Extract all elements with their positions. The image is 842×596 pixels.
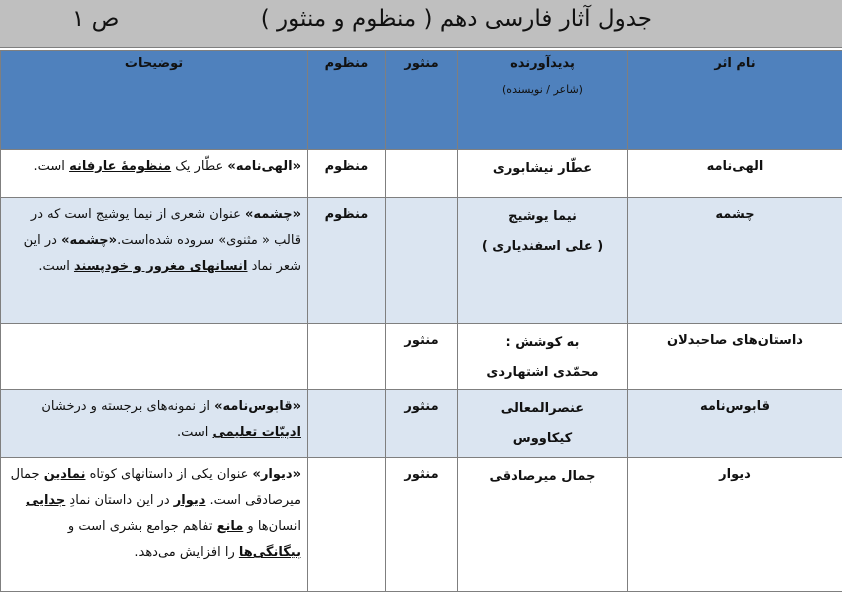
note-text: در این داستان نمادِ	[65, 493, 174, 508]
highlighted-term: منظومهٔ عارفانه	[69, 159, 172, 174]
note-text: جمال میرصادقی است.	[10, 467, 301, 508]
highlighted-term: بیگانگی‌ها	[238, 545, 301, 560]
highlighted-term: انسانهای مغرور و خودپسند	[73, 259, 248, 274]
cell-verse	[308, 324, 386, 390]
note-text: است.	[38, 259, 74, 274]
header-author-sub: (شاعر / نویسنده)	[502, 83, 583, 96]
header-prose: منثور	[386, 51, 458, 150]
note-text: از نمونه‌های برجسته و درخشان	[41, 399, 215, 414]
cell-prose	[386, 198, 458, 324]
header-row	[1, 51, 842, 150]
cell-notes	[1, 390, 308, 458]
cell-verse	[308, 458, 386, 592]
cell-work-name: چشمه	[628, 198, 842, 324]
note-text: انسان‌ها و	[243, 519, 301, 534]
note-text: است.	[176, 425, 213, 440]
cell-prose: منثور	[386, 458, 458, 592]
work-title-ref: «دیوار»	[252, 467, 301, 482]
author-line: نیما یوشیج	[508, 209, 577, 224]
highlighted-term: مانع	[216, 519, 244, 534]
highlighted-term: جدایی	[25, 493, 66, 508]
table-row	[1, 390, 842, 458]
cell-notes	[1, 150, 308, 198]
table-row	[1, 198, 842, 324]
page-number: ص ۱	[72, 6, 120, 32]
cell-author	[458, 324, 628, 390]
header-author-label: پدیدآورنده	[510, 56, 575, 71]
cell-notes	[1, 458, 308, 592]
works-table	[0, 50, 842, 592]
highlighted-term: نمادین	[43, 467, 86, 482]
cell-work-name: قابوس‌نامه	[628, 390, 842, 458]
author-line: به کوشش :	[505, 335, 580, 350]
table-row	[1, 324, 842, 390]
cell-prose: منثور	[386, 324, 458, 390]
author-line: کیکاووس	[512, 431, 573, 446]
header-name: نام اثر	[628, 51, 842, 150]
highlighted-term: ادبیّات تعلیمی	[212, 425, 301, 440]
note-text: تفاهم جوامع بشری است و	[67, 519, 217, 534]
title-bar	[0, 0, 842, 48]
cell-verse	[308, 390, 386, 458]
cell-work-name: داستان‌های صاحبدلان	[628, 324, 842, 390]
page-title: جدول آثار فارسی دهم ( منظوم و منثور )	[260, 6, 652, 32]
work-title-ref: «چشمه»	[61, 233, 118, 248]
author-line: جمال میرصادقی	[489, 469, 596, 484]
cell-work-name: دیوار	[628, 458, 842, 592]
work-title-ref: «چشمه»	[245, 207, 301, 222]
header-verse: منظوم	[308, 51, 386, 150]
note-text: در این شعر نماد	[23, 233, 301, 274]
author-line: ( علی اسفندیاری )	[481, 239, 604, 254]
author-line: عطّار نیشابوری	[492, 161, 593, 176]
cell-prose	[386, 150, 458, 198]
cell-author	[458, 198, 628, 324]
cell-notes	[1, 198, 308, 324]
work-title-ref: «قابوس‌نامه»	[214, 399, 301, 414]
table-row	[1, 458, 842, 592]
cell-verse: منظوم	[308, 150, 386, 198]
author-line: محمّدی اشتهاردی	[486, 365, 599, 380]
note-text: عنوان شعری از نیما یوشیج است که در قالب « مثنوی» سروده شده‌است.	[30, 207, 301, 248]
cell-author	[458, 390, 628, 458]
header-notes: توضیحات	[1, 51, 308, 150]
cell-verse: منظوم	[308, 198, 386, 324]
note-text: است.	[33, 159, 70, 174]
header-author	[458, 51, 628, 150]
cell-work-name: الهی‌نامه	[628, 150, 842, 198]
cell-author	[458, 150, 628, 198]
note-text: عنوان یکی از داستانهای کوتاه	[85, 467, 253, 482]
table-row	[1, 150, 842, 198]
note-text: عطّار یک	[171, 159, 228, 174]
work-title-ref: «الهی‌نامه»	[227, 159, 301, 174]
highlighted-term: دیوار	[173, 493, 206, 508]
note-text: را افزایش می‌دهد.	[134, 545, 239, 560]
author-line: عنصرالمعالی	[500, 401, 585, 416]
cell-notes	[1, 324, 308, 390]
cell-prose: منثور	[386, 390, 458, 458]
cell-author	[458, 458, 628, 592]
